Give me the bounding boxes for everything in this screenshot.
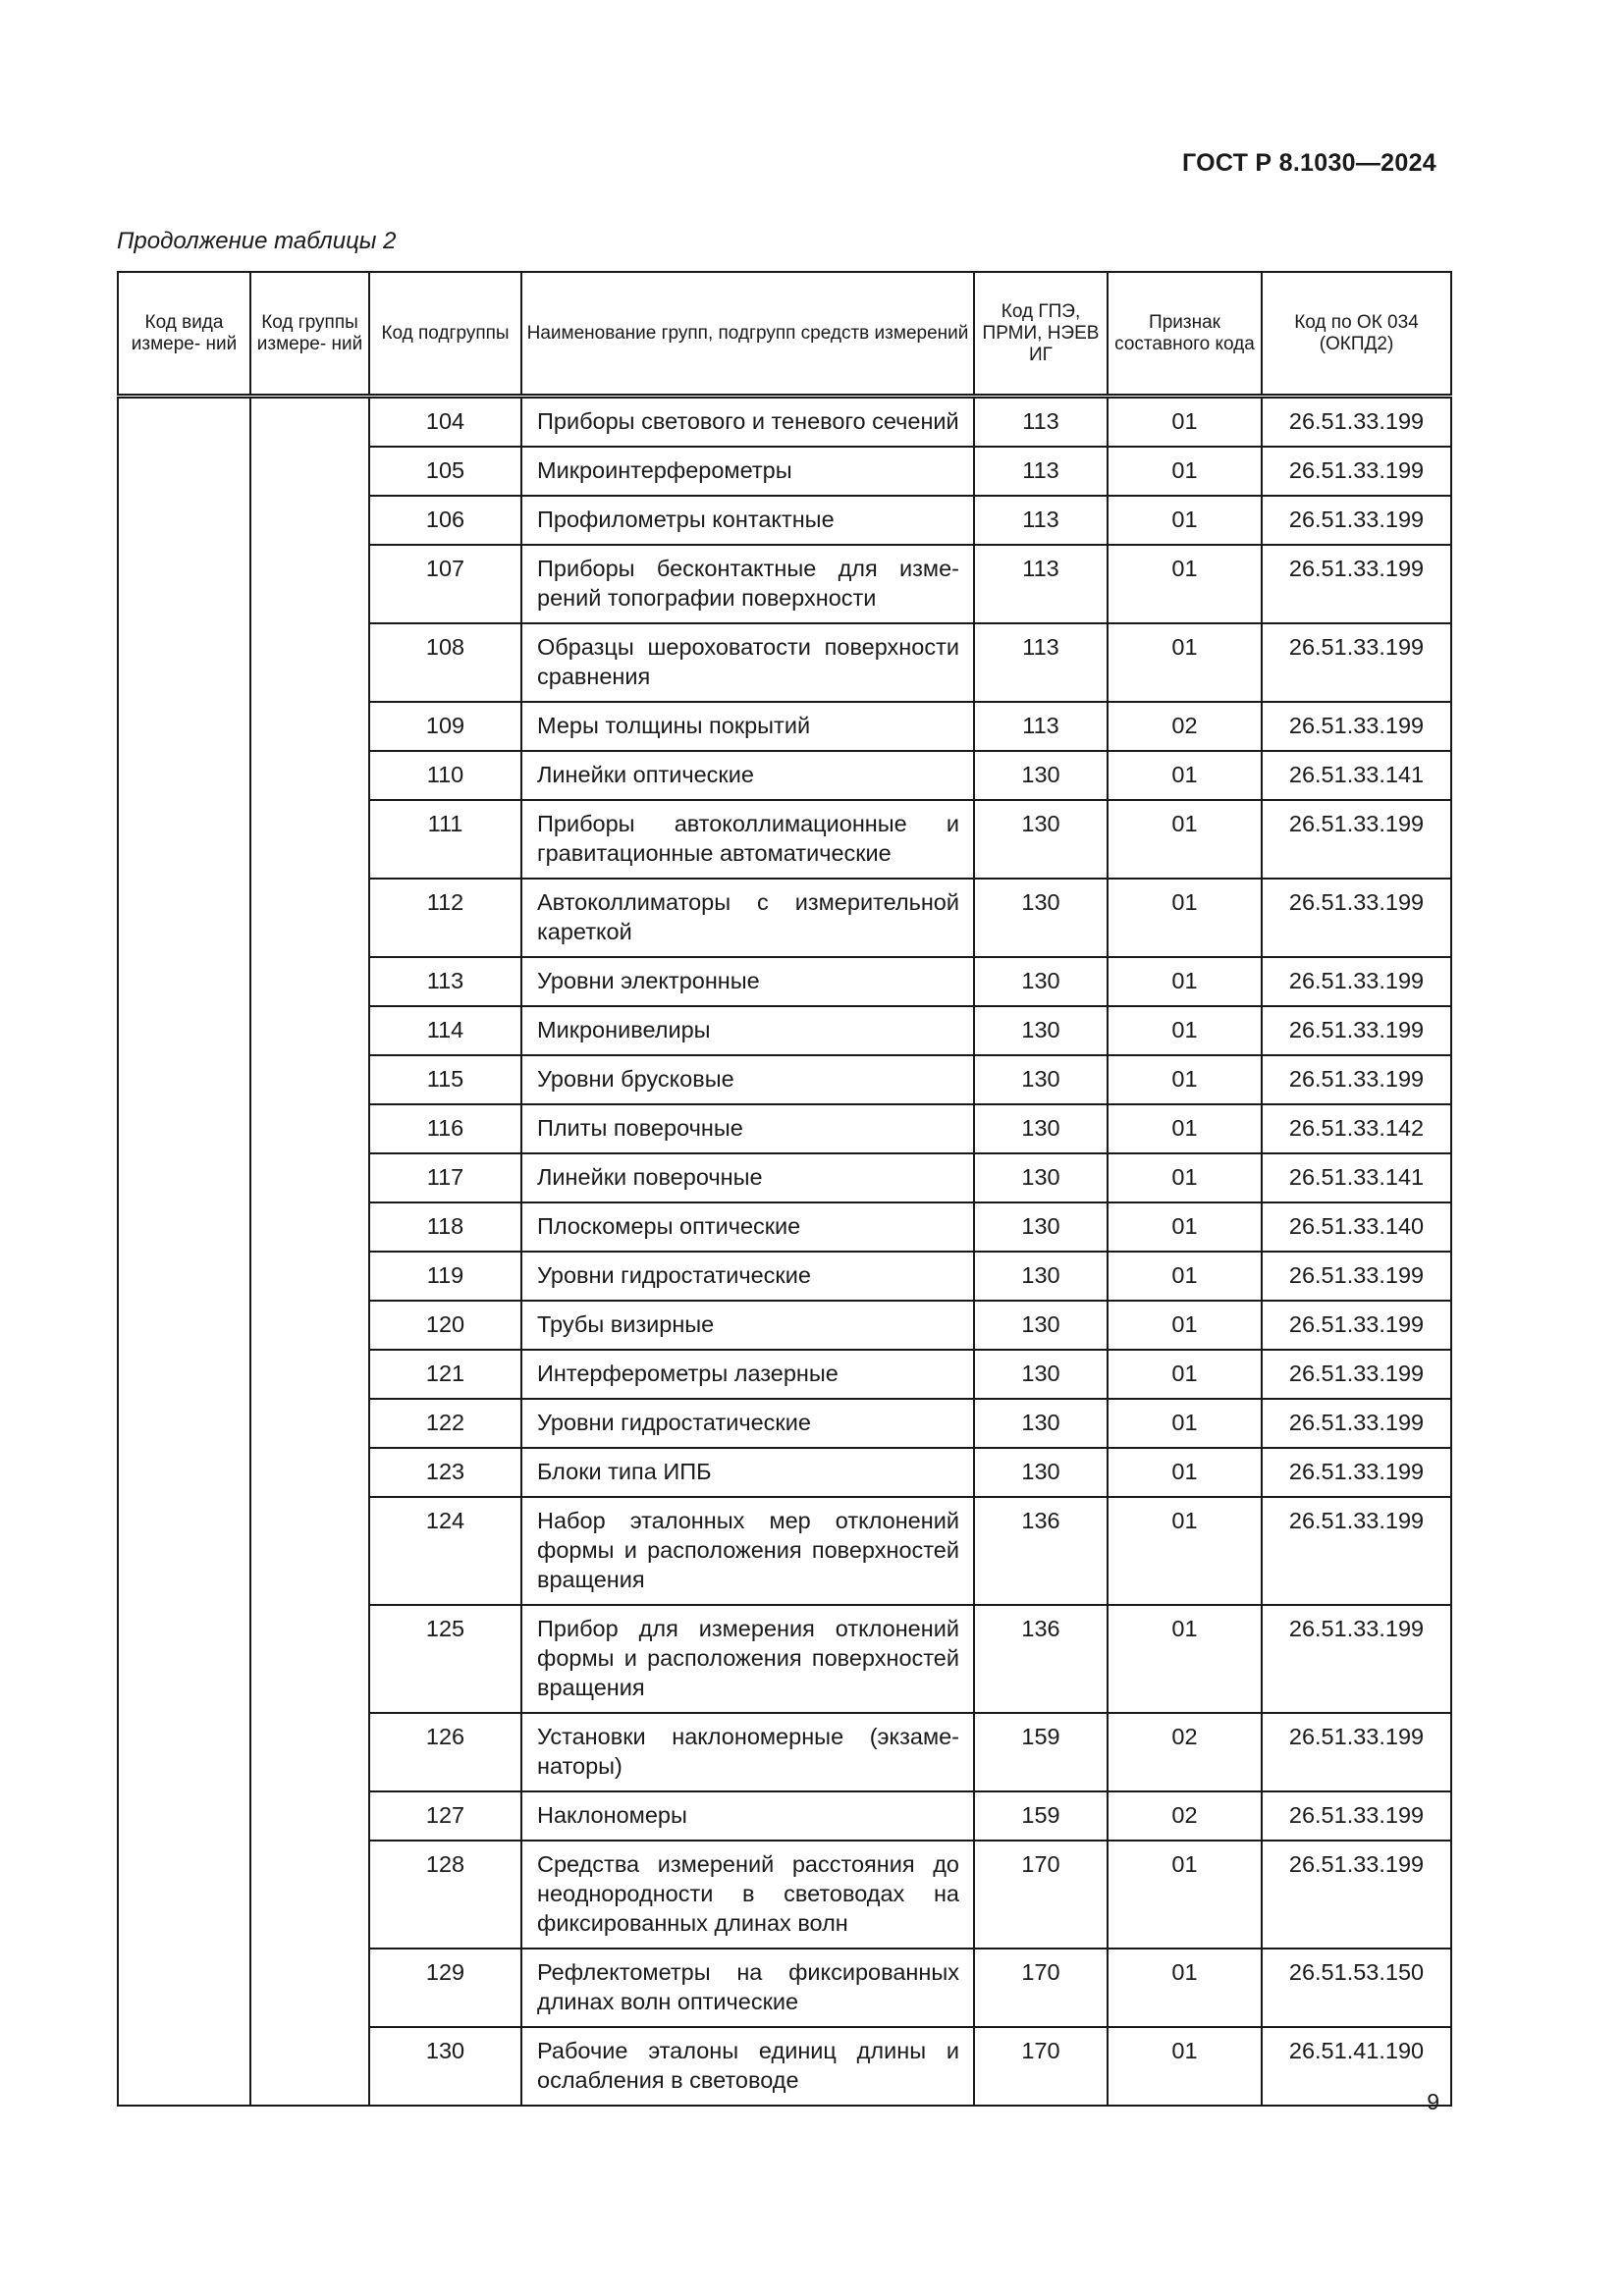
composite-sign: 01 (1108, 1350, 1262, 1399)
subgroup-code: 116 (369, 1104, 521, 1153)
col-header-subgroup: Код подгруппы (369, 272, 521, 397)
gpe-code: 130 (974, 1153, 1108, 1202)
gpe-code: 130 (974, 1301, 1108, 1350)
gpe-code: 130 (974, 957, 1108, 1006)
subgroup-name: Микроинтерферометры (521, 447, 974, 496)
okpd2-code: 26.51.33.199 (1262, 1448, 1451, 1497)
subgroup-name: Уровни гидростатические (521, 1399, 974, 1448)
okpd2-code: 26.51.33.199 (1262, 1713, 1451, 1791)
composite-sign: 01 (1108, 1006, 1262, 1055)
subgroup-name: Уровни брусковые (521, 1055, 974, 1104)
gpe-code: 130 (974, 751, 1108, 800)
subgroup-name: Уровни электронные (521, 957, 974, 1006)
subgroup-name: Наклономеры (521, 1791, 974, 1841)
composite-sign: 02 (1108, 1791, 1262, 1841)
col-header-okpd2: Код по ОК 034 (ОКПД2) (1262, 272, 1451, 397)
subgroup-name: Блоки типа ИПБ (521, 1448, 974, 1497)
composite-sign: 01 (1108, 623, 1262, 702)
gpe-code: 170 (974, 2027, 1108, 2106)
composite-sign: 01 (1108, 2027, 1262, 2106)
subgroup-name: Приборы автоколлимационные и гравитационные автоматические (521, 800, 974, 879)
subgroup-name: Меры толщины покрытий (521, 702, 974, 751)
subgroup-code: 111 (369, 800, 521, 879)
subgroup-code: 110 (369, 751, 521, 800)
gpe-code: 170 (974, 1841, 1108, 1949)
okpd2-code: 26.51.33.199 (1262, 957, 1451, 1006)
composite-sign: 01 (1108, 1399, 1262, 1448)
col-header-gpe-code: Код ГПЭ, ПРМИ, НЭЕВ ИГ (974, 272, 1108, 397)
composite-sign: 01 (1108, 1841, 1262, 1949)
composite-sign: 01 (1108, 545, 1262, 623)
composite-sign: 01 (1108, 751, 1262, 800)
okpd2-code: 26.51.33.140 (1262, 1202, 1451, 1252)
subgroup-code: 118 (369, 1202, 521, 1252)
gpe-code: 130 (974, 1006, 1108, 1055)
composite-sign: 01 (1108, 397, 1262, 448)
subgroup-name: Профилометры контактные (521, 496, 974, 545)
subgroup-code: 121 (369, 1350, 521, 1399)
subgroup-code: 125 (369, 1605, 521, 1713)
composite-sign: 01 (1108, 1153, 1262, 1202)
composite-sign: 01 (1108, 1202, 1262, 1252)
subgroup-code: 115 (369, 1055, 521, 1104)
okpd2-code: 26.51.33.199 (1262, 800, 1451, 879)
col-header-measurement-group: Код группы измере- ний (250, 272, 369, 397)
okpd2-code: 26.51.33.141 (1262, 1153, 1451, 1202)
okpd2-code: 26.51.33.199 (1262, 1301, 1451, 1350)
col-header-measurement-type: Код вида измере- ний (118, 272, 250, 397)
okpd2-code: 26.51.33.199 (1262, 1055, 1451, 1104)
col-header-composite-sign: Признак составного кода (1108, 272, 1262, 397)
subgroup-name: Линейки поверочные (521, 1153, 974, 1202)
measurement-group-cell (250, 397, 369, 2107)
subgroup-name: Рабочие эталоны единиц длины и ослабления в световоде (521, 2027, 974, 2106)
composite-sign: 01 (1108, 1497, 1262, 1605)
okpd2-code: 26.51.33.199 (1262, 702, 1451, 751)
okpd2-code: 26.51.33.199 (1262, 1252, 1451, 1301)
gpe-code: 113 (974, 496, 1108, 545)
subgroup-name: Набор эталонных мер отклонений формы и расположения поверхностей вращения (521, 1497, 974, 1605)
subgroup-code: 123 (369, 1448, 521, 1497)
page-number: 9 (1427, 2089, 1439, 2114)
subgroup-code: 119 (369, 1252, 521, 1301)
table-header-row (118, 272, 1451, 397)
okpd2-code: 26.51.33.199 (1262, 1497, 1451, 1605)
okpd2-code: 26.51.33.199 (1262, 1605, 1451, 1713)
composite-sign: 01 (1108, 879, 1262, 957)
okpd2-code: 26.51.33.199 (1262, 1006, 1451, 1055)
subgroup-name: Микронивелиры (521, 1006, 974, 1055)
subgroup-code: 104 (369, 397, 521, 448)
subgroup-code: 106 (369, 496, 521, 545)
subgroup-name: Приборы светового и теневого сечений (521, 397, 974, 448)
gpe-code: 130 (974, 1252, 1108, 1301)
subgroup-code: 109 (369, 702, 521, 751)
subgroup-name: Плоскомеры оптические (521, 1202, 974, 1252)
gpe-code: 136 (974, 1497, 1108, 1605)
gpe-code: 130 (974, 1448, 1108, 1497)
gpe-code: 113 (974, 397, 1108, 448)
subgroup-code: 113 (369, 957, 521, 1006)
gpe-code: 130 (974, 1399, 1108, 1448)
subgroup-name: Прибор для измерения отклонений формы и расположения поверхностей вращения (521, 1605, 974, 1713)
subgroup-name: Уровни гидростатические (521, 1252, 974, 1301)
composite-sign: 01 (1108, 1605, 1262, 1713)
composite-sign: 01 (1108, 1252, 1262, 1301)
gpe-code: 159 (974, 1791, 1108, 1841)
okpd2-code: 26.51.33.199 (1262, 1350, 1451, 1399)
gpe-code: 130 (974, 800, 1108, 879)
composite-sign: 01 (1108, 1949, 1262, 2027)
subgroup-code: 126 (369, 1713, 521, 1791)
okpd2-code: 26.51.33.199 (1262, 397, 1451, 448)
subgroup-name: Интерферометры лазерные (521, 1350, 974, 1399)
col-header-name: Наименование групп, подгрупп средств измерений (521, 272, 974, 397)
subgroup-name: Линейки оптические (521, 751, 974, 800)
subgroup-code: 129 (369, 1949, 521, 2027)
okpd2-code: 26.51.33.199 (1262, 1791, 1451, 1841)
subgroup-name: Установки наклономерные (экзаменаторы) (521, 1713, 974, 1791)
subgroup-name: Автоколлиматоры с измерительной кареткой (521, 879, 974, 957)
subgroup-code: 112 (369, 879, 521, 957)
subgroup-code: 117 (369, 1153, 521, 1202)
subgroup-code: 128 (369, 1841, 521, 1949)
composite-sign: 01 (1108, 800, 1262, 879)
composite-sign: 01 (1108, 1055, 1262, 1104)
composite-sign: 01 (1108, 447, 1262, 496)
okpd2-code: 26.51.33.199 (1262, 879, 1451, 957)
gpe-code: 113 (974, 447, 1108, 496)
okpd2-code: 26.51.41.190 (1262, 2027, 1451, 2106)
subgroup-code: 108 (369, 623, 521, 702)
subgroup-code: 107 (369, 545, 521, 623)
composite-sign: 01 (1108, 1301, 1262, 1350)
subgroup-name: Рефлектометры на фиксированных длинах волн оптические (521, 1949, 974, 2027)
subgroup-code: 114 (369, 1006, 521, 1055)
okpd2-code: 26.51.33.199 (1262, 1399, 1451, 1448)
document-standard-header: ГОСТ Р 8.1030—2024 (1181, 149, 1436, 177)
subgroup-name: Трубы визирные (521, 1301, 974, 1350)
subgroup-code: 105 (369, 447, 521, 496)
gpe-code: 136 (974, 1605, 1108, 1713)
gpe-code: 130 (974, 1104, 1108, 1153)
gpe-code: 130 (974, 1055, 1108, 1104)
subgroup-code: 127 (369, 1791, 521, 1841)
gpe-code: 130 (974, 1202, 1108, 1252)
subgroup-code: 122 (369, 1399, 521, 1448)
okpd2-code: 26.51.53.150 (1262, 1949, 1451, 2027)
table-row (118, 397, 1451, 448)
composite-sign: 01 (1108, 496, 1262, 545)
composite-sign: 01 (1108, 957, 1262, 1006)
gpe-code: 130 (974, 1350, 1108, 1399)
subgroup-name: Средства измерений расстояния до неоднородности в световодах на фиксированных длинах волн (521, 1841, 974, 1949)
gpe-code: 159 (974, 1713, 1108, 1791)
okpd2-code: 26.51.33.199 (1262, 545, 1451, 623)
table-caption: Продолжение таблицы 2 (117, 228, 397, 254)
composite-sign: 01 (1108, 1104, 1262, 1153)
gpe-code: 113 (974, 545, 1108, 623)
subgroup-code: 130 (369, 2027, 521, 2106)
gpe-code: 170 (974, 1949, 1108, 2027)
subgroup-code: 120 (369, 1301, 521, 1350)
gpe-code: 130 (974, 879, 1108, 957)
measurement-type-cell (118, 397, 250, 2107)
okpd2-code: 26.51.33.141 (1262, 751, 1451, 800)
composite-sign: 02 (1108, 702, 1262, 751)
okpd2-code: 26.51.33.199 (1262, 496, 1451, 545)
composite-sign: 02 (1108, 1713, 1262, 1791)
gpe-code: 113 (974, 623, 1108, 702)
subgroup-name: Образцы шероховатости поверхности сравнения (521, 623, 974, 702)
okpd2-code: 26.51.33.199 (1262, 447, 1451, 496)
gpe-code: 113 (974, 702, 1108, 751)
okpd2-code: 26.51.33.142 (1262, 1104, 1451, 1153)
classification-table (117, 271, 1452, 2107)
subgroup-code: 124 (369, 1497, 521, 1605)
composite-sign: 01 (1108, 1448, 1262, 1497)
okpd2-code: 26.51.33.199 (1262, 1841, 1451, 1949)
okpd2-code: 26.51.33.199 (1262, 623, 1451, 702)
subgroup-name: Плиты поверочные (521, 1104, 974, 1153)
subgroup-name: Приборы бесконтактные для измерений топографии поверхности (521, 545, 974, 623)
